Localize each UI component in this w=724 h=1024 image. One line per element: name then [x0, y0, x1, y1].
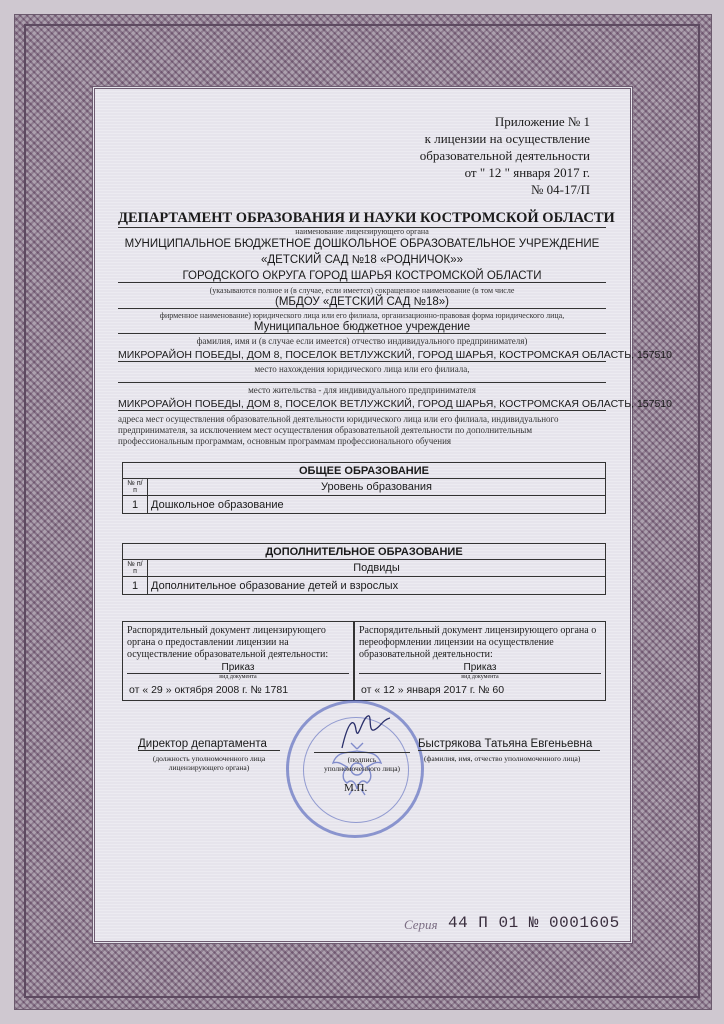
sign-caption-1: (подпись: [347, 755, 377, 764]
reissue-caption-2: переоформлении лицензии на осуществление: [359, 637, 554, 648]
grant-caption-3: осуществление образовательной деятельности:: [127, 649, 329, 660]
series-label: Серия: [404, 917, 438, 932]
short-name-caption: фирменное наименование) юридического лица или его филиала, организационно-правовая форма юридического лица,: [159, 311, 565, 320]
position-caption-1: (должность уполномоченного лица: [152, 754, 266, 763]
licensee-name-3: ГОРОДСКОГО ОКРУГА ГОРОД ШАРЬЯ КОСТРОМСКОЙ ОБЛАСТИ: [118, 270, 606, 283]
grant-doc-type: Приказ: [127, 662, 349, 674]
additional-num-header: № п/п: [123, 560, 148, 577]
position-caption-2: лицензирующего органа): [168, 763, 250, 772]
name-caption: (фамилия, имя, отчество уполномоченного лица): [424, 754, 581, 763]
residence-caption: место жительства - для индивидуального предпринимателя: [248, 385, 476, 395]
reissue-caption-1: Распорядительный документ лицензирующего органа о: [359, 625, 597, 636]
reissue-caption-3: образовательной деятельности:: [359, 649, 493, 660]
grant-date: от « 29 » октября 2008 г. № 1781: [129, 684, 289, 696]
row-num: 1: [123, 496, 148, 514]
row-value: Дошкольное образование: [148, 496, 606, 514]
row-num: 1: [123, 577, 148, 595]
reissue-document-box: [354, 621, 606, 701]
signature-mark: [338, 712, 398, 752]
row-value: Дополнительное образование детей и взрослых: [148, 577, 606, 595]
table-row: [123, 577, 606, 595]
general-col-header: Уровень образования: [148, 479, 606, 496]
grant-doc-type-caption: вид документа: [219, 674, 257, 680]
reissue-doc-type-caption: вид документа: [461, 674, 499, 680]
licensee-short-name: (МБДОУ «ДЕТСКИЙ САД №18»): [118, 296, 606, 309]
appendix-line-3: образовательной деятельности: [419, 148, 590, 163]
additional-education-title: ДОПОЛНИТЕЛЬНОЕ ОБРАЗОВАНИЕ: [123, 544, 606, 560]
grant-caption-1: Распорядительный документ лицензирующего: [127, 625, 326, 636]
signer-name: Быстрякова Татьяна Евгеньевна: [418, 738, 600, 751]
activity-caption-1: адреса мест осуществления образовательной деятельности юридического лица или его филиала, индивидуального: [118, 414, 559, 424]
licensee-name-caption: (указываются полное и (в случае, если имеется) сокращенное наименование (в том числе: [209, 286, 515, 295]
activity-caption-2: предпринимателя, за исключением мест осуществления образовательной деятельности по дополнительным: [118, 425, 533, 435]
licensee-name-2: «ДЕТСКИЙ САД №18 «РОДНИЧОК»»: [261, 254, 463, 266]
residence-line: [118, 382, 606, 383]
seal-place-label: М.П.: [344, 782, 368, 794]
authority-name: ДЕПАРТАМЕНТ ОБРАЗОВАНИЯ И НАУКИ КОСТРОМСКОЙ ОБЛАСТИ: [118, 210, 615, 226]
licensee-name-1: МУНИЦИПАЛЬНОЕ БЮДЖЕТНОЕ ДОШКОЛЬНОЕ ОБРАЗОВАТЕЛЬНОЕ УЧРЕЖДЕНИЕ: [124, 238, 600, 250]
appendix-number-ref: № 04-17/П: [531, 182, 590, 197]
general-num-header: № п/п: [123, 479, 148, 496]
grant-document-box: [122, 621, 354, 701]
appendix-number: Приложение № 1: [494, 114, 590, 129]
reissue-doc-type: Приказ: [359, 662, 601, 674]
grant-caption-2: органа о предоставлении лицензии на: [127, 637, 289, 648]
signature-line: [314, 752, 410, 753]
authority-caption: наименование лицензирующего органа: [295, 227, 429, 236]
location-caption: место нахождения юридического лица или его филиала,: [254, 364, 470, 374]
additional-education-table: [122, 543, 606, 595]
appendix-line-2: к лицензии на осуществление: [424, 131, 590, 146]
activity-caption-3: профессиональным программам, основным программам профессионального обучения: [118, 436, 452, 446]
sign-caption-2: уполномоченного лица): [323, 764, 401, 773]
additional-col-header: Подвиды: [148, 560, 606, 577]
legal-form: Муниципальное бюджетное учреждение: [118, 321, 606, 334]
activity-address: МИКРОРАЙОН ПОБЕДЫ, ДОМ 8, ПОСЕЛОК ВЕТЛУЖСКИЙ, ГОРОД ШАРЬЯ, КОСТРОМСКАЯ ОБЛАСТЬ, 157510: [118, 398, 672, 410]
series-number: 44 П 01 № 0001605: [448, 914, 620, 932]
reissue-date: от « 12 » января 2017 г. № 60: [361, 684, 505, 696]
location-address: МИКРОРАЙОН ПОБЕДЫ, ДОМ 8, ПОСЕЛОК ВЕТЛУЖСКИЙ, ГОРОД ШАРЬЯ, КОСТРОМСКАЯ ОБЛАСТЬ, 157510: [118, 349, 672, 361]
signer-position: Директор департамента: [138, 738, 280, 751]
general-education-table: [122, 462, 606, 514]
appendix-date: от " 12 " января 2017 г.: [464, 165, 590, 180]
general-education-title: ОБЩЕЕ ОБРАЗОВАНИЕ: [123, 463, 606, 479]
legal-form-caption: фамилия, имя и (в случае если имеется) отчество индивидуального предпринимателя): [196, 336, 528, 346]
table-row: [123, 496, 606, 514]
